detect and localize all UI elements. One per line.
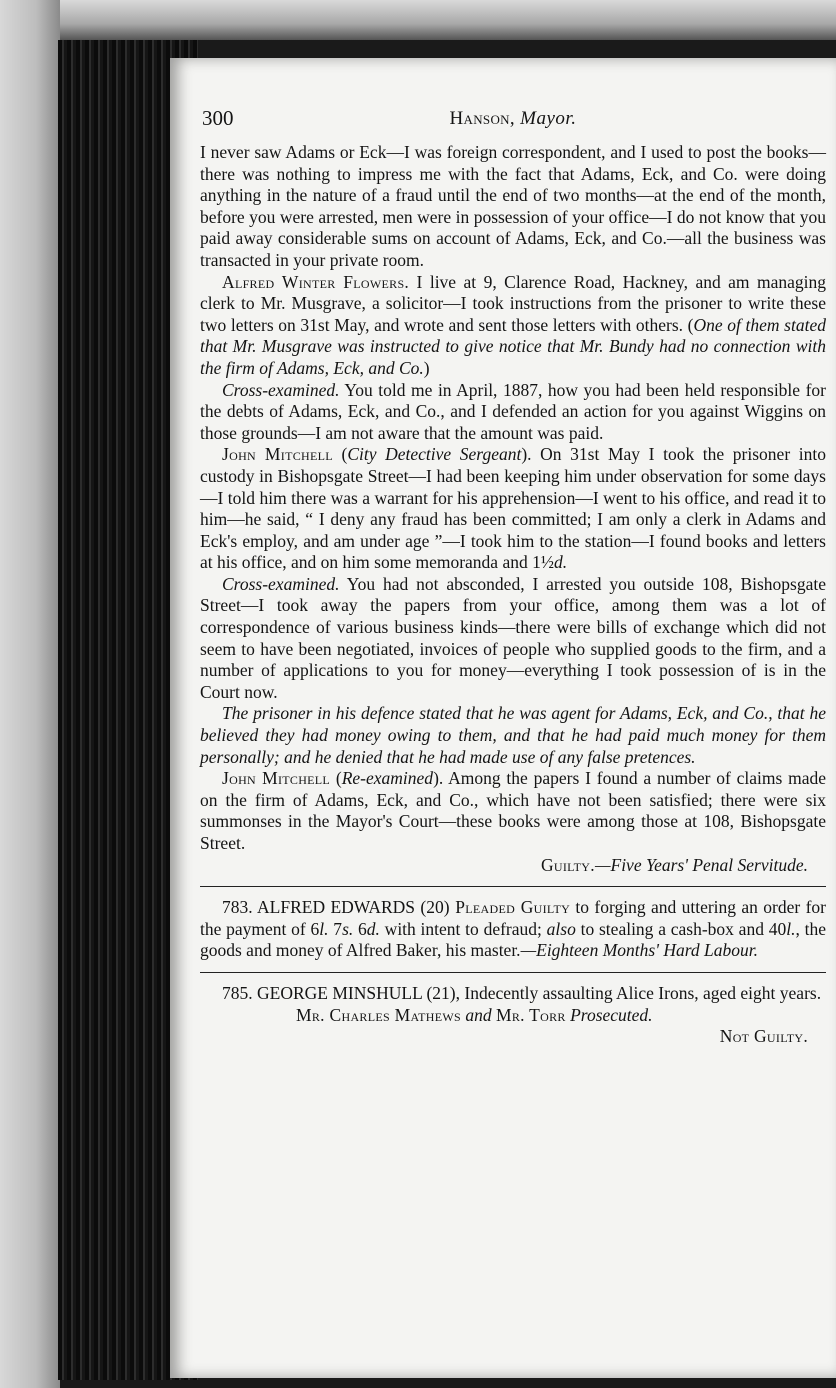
prosecutors-line xyxy=(200,1005,826,1027)
paren-close: ) xyxy=(423,357,430,378)
editorial-note: One of them stated that Mr. Musgrave was instructed to give notice that Mr. Bundy had no connection with the firm of Adams, Eck, and Co. xyxy=(200,314,826,378)
cross-examined-label: Cross-examined. xyxy=(222,573,340,594)
paragraph-mitchell-testimony xyxy=(200,444,826,574)
testimony-text: I live at 9, Clarence Road, Hackney, and am managing clerk to Mr. Musgrave, a solicitor—I took instructions from the prisoner to write these two letters on 31st May, and wrote and sent those letters with others. ( xyxy=(200,271,826,335)
and-word: and xyxy=(460,1004,496,1025)
case-divider xyxy=(200,972,826,973)
case-text: with intent to defraud; xyxy=(379,918,547,939)
testimony-text: You told me in April, 1887, how you had been held responsible for the debts of Adams, Eck, and Co., and I defended an action for you against Wiggins on those grounds—I am not aware that the amount was paid. xyxy=(200,379,826,443)
scan-border-left xyxy=(0,0,60,1388)
paren-close: ). xyxy=(521,444,532,465)
running-head-title: Mayor. xyxy=(520,108,577,129)
paragraph-testimony-continued: I never saw Adams or Eck—I was foreign correspondent, and I used to post the books—there was nothing to impress me with the fact that Adams, Eck, and Co. were doing anything in the nature of a fraud until the end of two months—at the end of the month, before you were arrested, men were in possession of your office—I do not know that you paid away considerable sums on account of Adams, Eck, and Co.—all the business was transacted in your private room. xyxy=(200,142,826,270)
case-text: 6 xyxy=(353,918,367,939)
witness-role: Re-examined xyxy=(341,768,434,789)
case-text: to forging and uttering an order for the payment of 6 xyxy=(200,897,826,939)
currency-abbrev: d. xyxy=(366,918,380,939)
currency-abbrev: s. xyxy=(342,918,354,939)
testimony-text: You had not absconded, I arrested you outside 108, Bishopsgate Street—I took away the papers from your office, among them was a lot of correspondence of various business kinds—there were bills of exchange which did not seem to have been negotiated, invoices of people who supplied goods to the firm, and a number of applications to you for money—everything I took possession of is in the Court now. xyxy=(200,573,826,702)
case-785 xyxy=(200,983,826,1005)
case-text: Indecently assaulting Alice Irons, aged eight years. xyxy=(460,982,822,1003)
plea: Pleaded Guilty xyxy=(449,897,571,918)
verdict-not-guilty: Not Guilty. xyxy=(719,1026,808,1047)
case-sentence: —Eighteen Months' Hard Labour. xyxy=(520,940,758,961)
also-word: also xyxy=(546,918,576,939)
book-page xyxy=(170,58,836,1378)
verdict-sentence: —Five Years' Penal Servitude. xyxy=(594,854,808,875)
page-number: 300 xyxy=(202,106,234,130)
prosecuted-word: Prosecuted. xyxy=(565,1004,653,1025)
case-divider xyxy=(200,886,826,887)
paragraph-cross-examined-2 xyxy=(200,574,826,704)
paren-close: ). xyxy=(433,768,444,789)
witness-role: City Detective Sergeant xyxy=(347,444,522,465)
paragraph-prisoner-defence: The prisoner in his defence stated that he was agent for Adams, Eck, and Co., that he believed they had money owing to them, and that he had paid much money for them personally; and he denied that he had made use of any false pretences. xyxy=(200,703,826,767)
paragraph-flowers-testimony xyxy=(200,272,826,380)
case-text: , the goods and money of Alfred Baker, his master. xyxy=(200,918,827,961)
case-text: 7 xyxy=(328,918,343,939)
pence-abbrev: d. xyxy=(553,552,568,573)
case-text: to stealing a cash-box and 40 xyxy=(575,918,787,939)
scan-border-top xyxy=(0,0,836,40)
witness-name: John Mitchell xyxy=(222,768,331,789)
paragraph-mitchell-reexamined xyxy=(200,768,826,854)
witness-name: Alfred Winter Flowers. xyxy=(222,271,410,292)
testimony-text: Among the papers I found a number of claims made on the firm of Adams, Eck, and Co., which have not been satisfied; there were six summonses in the Mayor's Court—these books were among those at 108, Bishopsgate Street. xyxy=(200,768,826,853)
page-content xyxy=(200,108,826,1048)
testimony-text: On 31st May I took the prisoner into custody in Bishopsgate Street—I had been keeping him under observation for some days—I told him there was a warrant for his apprehension—I went to his office, and read it to him—he said, “ I deny any fraud has been committed; I am only a clerk in Adams and Eck's employ, and am under age ”—I took him to the station—I found books and letters at his office, and on him some memoranda and 1½ xyxy=(200,444,826,573)
case-783 xyxy=(200,897,826,962)
prosecutor-b: Mr. Torr xyxy=(495,1004,566,1025)
prosecutor-a: Mr. Charles Mathews xyxy=(296,1004,461,1025)
case-number-name: 783. ALFRED EDWARDS (20) xyxy=(222,897,450,918)
paren-open: ( xyxy=(330,768,342,789)
case-number-name: 785. GEORGE MINSHULL (21), xyxy=(222,982,461,1003)
cross-examined-label: Cross-examined. xyxy=(222,379,340,400)
verdict-label: Guilty. xyxy=(540,854,595,875)
running-head-name: Hanson, xyxy=(449,108,515,129)
page-header xyxy=(200,108,826,136)
paren-open: ( xyxy=(332,444,348,465)
currency-abbrev: l. xyxy=(319,918,329,939)
paragraph-cross-examined-1 xyxy=(200,380,826,445)
running-head xyxy=(200,108,826,130)
verdict-line xyxy=(200,855,826,877)
currency-abbrev: l. xyxy=(786,918,796,939)
witness-name: John Mitchell xyxy=(222,444,333,465)
